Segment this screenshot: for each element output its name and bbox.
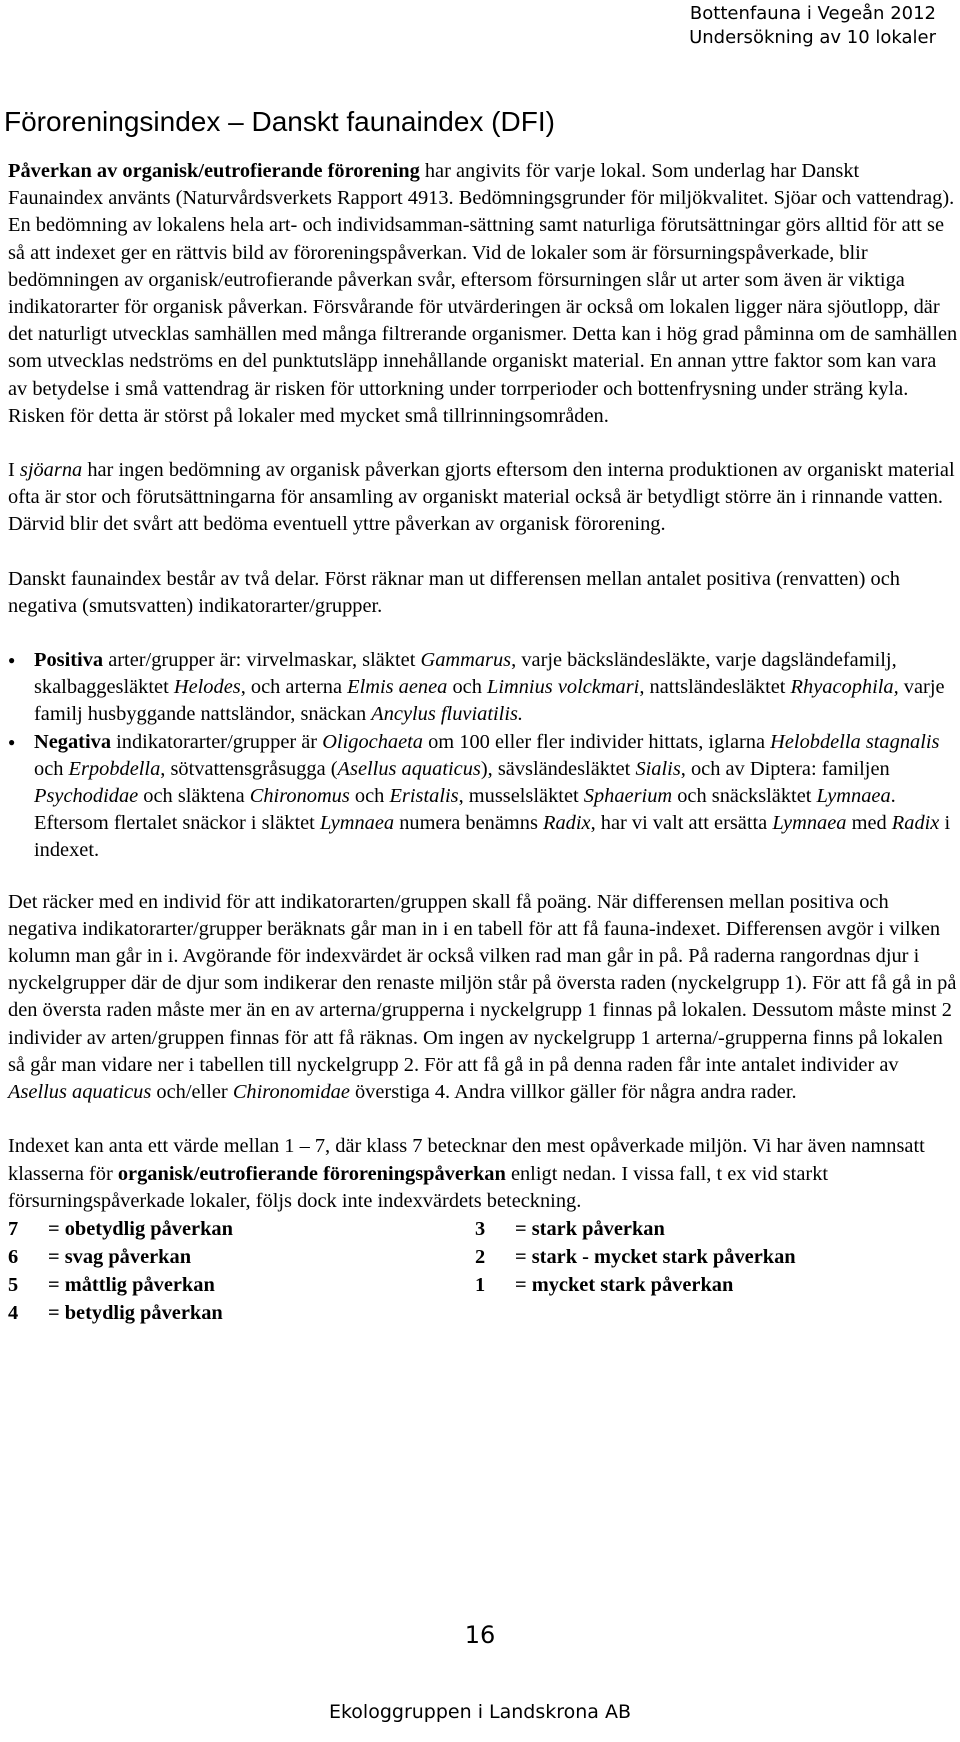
text-run: ), sävsländesläktet [480,757,636,780]
scale-entry [8,1215,475,1243]
italic-term: Sphaerium [583,785,673,808]
italic-term: Chironomus [249,785,350,808]
bold-phrase: organisk/eutrofierande föroreningspåverkan [117,1162,506,1185]
scale-entry [8,1271,475,1299]
text-run: och/eller [151,1081,233,1104]
italic-term: Oligochaeta [322,730,424,753]
text-run: , varje bäcksländesläkte, varje dagsländefamilj, skalbaggesläktet [34,649,897,699]
italic-term: Asellus aquaticus [337,757,481,780]
scale-label: = betydlig påverkan [48,1301,223,1324]
page-footer: Ekologgruppen i Landskrona AB [328,1701,632,1723]
text-run: , sötvattensgråsugga ( [160,757,338,780]
text-run: indikatorarter/grupper är [111,730,323,753]
italic-term: Lymnaea [816,785,891,808]
text-run: Indexet kan anta ett värde mellan 1 – 7, där klass 7 betecknar den mest opåverkade miljön. Vi har även namnsatt klasserna för [8,1135,925,1185]
text-run: har angivits för varje lokal. Som underlag har Danskt Faunaindex använts (Naturvårdsverkets Rapport 4913. Bedömningsgrunder för miljökvalitet. Sjöar och vattendrag). En bedömning av lokalens hela art- och individsamman-sättning samt naturliga förutsättningar görs alltid för att se så att indexet ger en rättvis bild av föroreningspåverkan. Vid de lokaler som är försurningspåverkade, blir bedömningen av organisk/eutrofierande påverkan svår, eftersom försurningen slår ut arter som även är viktiga indikatorarter för organisk påverkan. Försvårande för utvärderingen är också om lokalen ligger nära sjöutlopp, där det naturligt utvecklas samhällen med många filtrerande organismer. Detta kan i hög grad påminna om de samhällen som utvecklas nedströms en del punktutsläpp innehållande organiskt material. En annan yttre faktor som kan vara av betydelse i små vattendrag är risken för uttorkning under torrperioder och bottenfrysning under sträng kyla. Risken för detta är störst på lokaler med mycket små tillrinningsområden. [8,160,958,427]
indicator-list [8,647,958,865]
scale-entry [475,1215,942,1243]
paragraph-method [8,889,958,1107]
italic-term: Rhyacophila, [790,676,899,699]
paragraph-classes [8,1133,958,1215]
bold-term: Negativa [34,730,112,753]
text-run: Det räcker med en individ för att indikatorarten/gruppen skall få poäng. När differensen mellan positiva och negativa indikatorarter/grupper beräknats går man in i en tabell för att få fauna-indexet. Differensen avgör i vilken kolumn man går in i. Avgörande för indexvärdet är också vilken rad man går in på. På raderna rangordnas djur i nyckelgrupper där de djur som indikerar den renaste miljön står på översta raden (nyckelgrupp 1). För att få gå in på den översta raden måste mer än en av arterna/grupperna i nyckelgrupp 1 finnas på lokalen. Dessutom måste minst 2 individer av arten/gruppen finnas för att få räknas. Om ingen av nyckelgrupp 1 arterna/-grupperna finns på lokalen så går man vidare ner i tabellen till nyckelgrupp 2. För att få gå in på denna raden får inte antalet individer av [8,890,957,1076]
scale-row [8,1271,958,1299]
italic-term: Ancylus fluviatilis. [371,703,524,726]
text-run: överstiga 4. Andra villkor gäller för några andra rader. [349,1081,797,1104]
scale-label: = måttlig påverkan [48,1273,215,1296]
scale-label: = stark - mycket stark påverkan [515,1245,796,1268]
text-run: . Eftersom flertalet snäckor i släktet [34,785,896,835]
list-item-negative [8,729,958,865]
text-run: , har vi valt att ersätta [590,812,773,835]
body-text [8,158,958,1327]
text-run: med [846,812,892,835]
scale-entry [8,1243,475,1271]
running-header [689,2,936,50]
scale-entry [475,1243,942,1271]
scale-value: 4 [8,1301,19,1324]
scale-label: = mycket stark påverkan [515,1273,734,1296]
text-run: om 100 eller fler individer hittats, iglarna [423,730,771,753]
header-line-1: Bottenfauna i Vegeån 2012 [689,3,936,24]
scale-row [8,1215,958,1243]
italic-term: Helodes [173,676,241,699]
italic-term: Gammarus [420,649,512,672]
italic-term: Elmis aenea [347,676,448,699]
italic-term: Limnius volckmari [487,676,640,699]
bold-phrase: Påverkan av organisk/eutrofierande förorening [8,160,420,182]
scale-value: 3 [475,1217,486,1240]
text-run: numera benämns [394,812,544,835]
italic-term: Radix [543,812,591,835]
italic-term: Asellus aquaticus [8,1081,152,1104]
scale-value: 7 [8,1217,19,1240]
scale-value: 2 [475,1245,486,1268]
paragraph-lakes [8,457,958,539]
italic-term: sjöarna [19,459,83,482]
italic-term: Eristalis [389,785,459,808]
scale-row [8,1299,958,1327]
header-line-2: Undersökning av 10 lokaler [689,27,936,48]
italic-term: Sialis [635,757,681,780]
text-run: och [447,676,487,699]
text-run: i indexet. [34,812,951,862]
text-run: arter/grupper är: virvelmaskar, släktet [103,649,421,672]
scale-value: 5 [8,1273,19,1296]
scale-label: = stark påverkan [515,1217,665,1240]
text-run: och [349,785,390,808]
scale-value: 6 [8,1245,19,1268]
scale-label: = svag påverkan [48,1245,192,1268]
scale-value: 1 [475,1273,486,1296]
scale-label: = obetydlig påverkan [48,1217,233,1240]
text-run: och snäcksläktet [672,785,817,808]
bold-term: Positiva [34,649,104,672]
page-number: 16 [464,1621,496,1649]
scale-row [8,1243,958,1271]
paragraph-intro [8,158,958,430]
list-item-positive [8,647,958,729]
italic-term: Chironomidae [232,1081,350,1104]
italic-term: Lymnaea [319,812,395,835]
text-run: , musselsläktet [458,785,584,808]
text-run: och släktena [138,785,250,808]
italic-term: Psychodidae [34,785,139,808]
text-run: har ingen bedömning av organisk påverkan gjorts eftersom den interna produktionen av organiskt material ofta är stor och förutsättningarna för ansamling av organiskt material också är betydligt större än i rinnande vatten. Därvid blir det svårt att bedöma eventuell yttre påverkan av organisk förorening. [8,459,955,536]
index-scale [8,1215,958,1327]
italic-term: Lymnaea [772,812,847,835]
text-run: , och arterna [240,676,348,699]
italic-term: Radix [891,812,940,835]
text-run: enligt nedan. I vissa fall, t ex vid starkt försurningspåverkade lokaler, följs dock inte indexvärdets beteckning. [8,1162,829,1212]
scale-entry [8,1299,475,1327]
text-run: , och av Diptera: familjen [680,757,890,780]
italic-term: Helobdella stagnalis [770,730,940,753]
text-run: I [8,459,20,482]
section-title: Föroreningsindex – Danskt faunaindex (DFI) [4,106,555,137]
text-run: , nattsländesläktet [639,676,791,699]
text-run: och [34,757,69,780]
text-run: varje familj husbyggande nattsländor, snäckan [34,676,945,726]
scale-entry [475,1271,942,1299]
paragraph-index-parts: Danskt faunaindex består av två delar. Först räknar man ut differensen mellan antalet positiva (renvatten) och negativa (smutsvatten) indikatorarter/grupper. [8,567,900,617]
italic-term: Erpobdella [68,757,161,780]
